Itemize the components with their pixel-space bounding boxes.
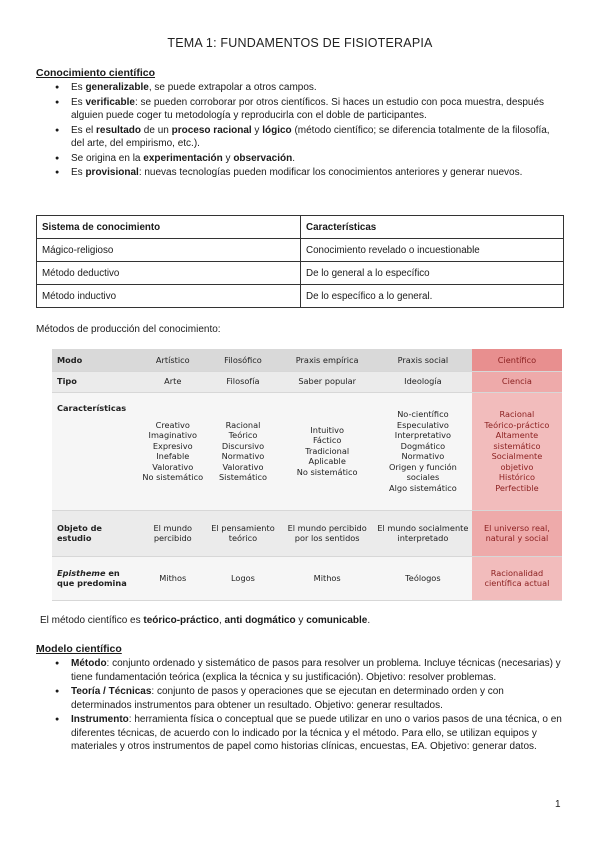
methods-production-table <box>52 349 562 601</box>
row-label: Objeto de estudio <box>52 510 140 556</box>
methods-production-figure <box>52 349 562 600</box>
table-row-objeto <box>52 510 562 556</box>
methods-intro: Métodos de producción del conocimiento: <box>36 324 221 335</box>
table-row-caracteristicas <box>52 392 562 510</box>
table-cell: Mithos <box>280 556 373 600</box>
table-header-cell: Sistema de conocimiento <box>37 216 301 239</box>
row-label: Características <box>52 392 140 510</box>
table-cell: Mágico-religioso <box>37 239 301 262</box>
modelo-list <box>54 657 564 755</box>
table-row-tipo <box>52 371 562 392</box>
table-cell: El mundo socialmente interpretado <box>374 510 472 556</box>
table-header-cell: Características <box>301 216 564 239</box>
table-cell: El mundo percibido <box>140 510 206 556</box>
table-cell: No-científico Especulativo Interpretativo Dogmático Normativo Origen y función sociales Algo sistemático <box>374 392 472 510</box>
table-cell: Artístico <box>140 349 206 371</box>
table-cell: El mundo percibido por los sentidos <box>280 510 373 556</box>
row-label: Tipo <box>52 371 140 392</box>
table-header-row <box>37 216 564 239</box>
table-row-modo <box>52 349 562 371</box>
table-cell: Método inductivo <box>37 285 301 308</box>
list-item: ● Método: conjunto ordenado y sistemático de pasos para resolver un problema. Incluye técnicas (necesarias) y tiene fundamentación teórica (explica la técnica y su justificación). Objetivo: resolver problemas. <box>54 657 564 684</box>
table-cell: Conocimiento revelado o incuestionable <box>301 239 564 262</box>
list-item: ● Instrumento: herramienta física o conceptual que se puede utilizar en uno o varios pasos de una técnica, o en diferentes técnicas, de acuerdo con lo indicado por la técnica y el método. Para ello, se utilizan equipos y materiales y otros instrumentos de papel como historias clínicas, encuestas, EA. Objetivo: generar datos. <box>54 713 564 754</box>
table-cell: Intuitivo Fáctico Tradicional Aplicable No sistemático <box>280 392 373 510</box>
table-row <box>37 239 564 262</box>
list-item: ● Es provisional: nuevas tecnologías pueden modificar los conocimientos anteriores y generar nuevos. <box>54 166 564 180</box>
list-item: ● Es generalizable, se puede extrapolar a otros campos. <box>54 81 564 95</box>
table-cell-highlight: Ciencia <box>472 371 562 392</box>
table-cell: Praxis social <box>374 349 472 371</box>
table-cell: De lo general a lo específico <box>301 262 564 285</box>
page-number: 1 <box>555 799 561 810</box>
table-cell: Teólogos <box>374 556 472 600</box>
row-label: Epistheme en que predomina <box>52 556 140 600</box>
section-heading-modelo: Modelo científico <box>36 643 122 655</box>
table-cell-highlight: El universo real, natural y social <box>472 510 562 556</box>
list-item: ● Es el resultado de un proceso racional y lógico (método científico; se diferencia totalmente de la filosofía, del arte, del empirismo, etc.). <box>54 124 564 151</box>
row-label: Modo <box>52 349 140 371</box>
table-cell: Mithos <box>140 556 206 600</box>
table-row <box>37 285 564 308</box>
table-cell-highlight: Racionalidad científica actual <box>472 556 562 600</box>
table-cell: Logos <box>206 556 281 600</box>
list-item: ● Teoría / Técnicas: conjunto de pasos y operaciones que se ejecutan en determinado orden y con determinados instrumentos para obtener un resultado. Objetivo: generar resultados. <box>54 685 564 712</box>
table-cell-highlight: Racional Teórico-práctico Altamente sistemático Socialmente objetivo Histórico Perfectible <box>472 392 562 510</box>
page-title: TEMA 1: FUNDAMENTOS DE FISIOTERAPIA <box>167 36 433 50</box>
table-cell: Arte <box>140 371 206 392</box>
table-cell: Racional Teórico Discursivo Normativo Valorativo Sistemático <box>206 392 281 510</box>
table-cell-highlight: Científico <box>472 349 562 371</box>
scientific-method-summary: El método científico es teórico-práctico, anti dogmático y comunicable. <box>40 615 371 626</box>
table-cell: El pensamiento teórico <box>206 510 281 556</box>
list-item: ● Se origina en la experimentación y observación. <box>54 152 564 166</box>
table-row <box>37 262 564 285</box>
table-cell: Ideología <box>374 371 472 392</box>
table-cell: Filosófico <box>206 349 281 371</box>
table-cell: De lo específico a lo general. <box>301 285 564 308</box>
table-cell: Saber popular <box>280 371 373 392</box>
table-cell: Método deductivo <box>37 262 301 285</box>
table-cell: Praxis empírica <box>280 349 373 371</box>
conocimiento-list <box>54 81 564 181</box>
table-row-epistheme <box>52 556 562 600</box>
table-cell: Filosofía <box>206 371 281 392</box>
table-cell: Creativo Imaginativo Expresivo Inefable Valorativo No sistemático <box>140 392 206 510</box>
list-item: ● Es verificable: se pueden corroborar por otros científicos. Si haces un estudio con poca muestra, después alguien puede coger tu metodología y reproducirla con el doble de participantes. <box>54 96 564 123</box>
section-heading-conocimiento: Conocimiento científico <box>36 67 156 79</box>
knowledge-systems-table <box>36 215 564 308</box>
